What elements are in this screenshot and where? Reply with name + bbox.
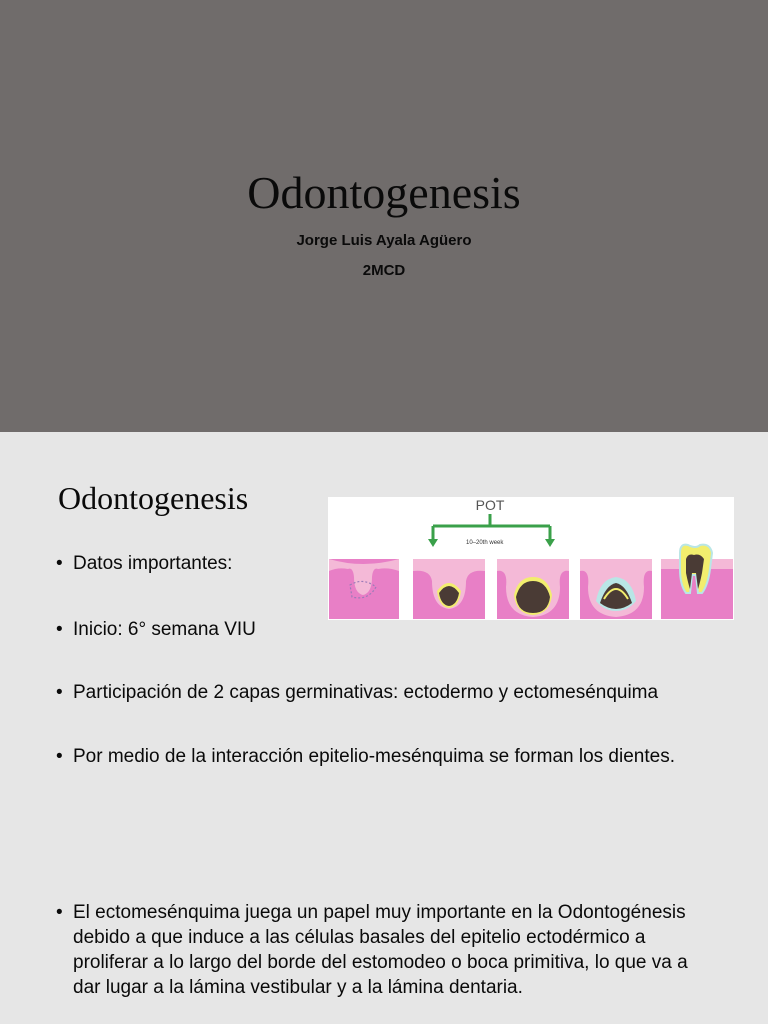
stage-bud (329, 559, 399, 619)
bullet-dot: • (56, 553, 63, 574)
group-label: 2MCD (362, 262, 406, 279)
bullet-text: Datos importantes: (73, 553, 233, 574)
bullet-item (56, 617, 356, 642)
bullet-text: El ectomesénquima juega un papel muy importante en la Odontogénesis debido a que induce a las células basales del epitelio ectodérmico a proliferar a lo largo del borde del estomodeo o boca primitiva, lo que va a dar lugar a la lámina vestibular y a la lámina dentaria. (73, 902, 688, 998)
bullet-text: Por medio de la interacción epitelio-mesénquima se forman los dientes. (73, 746, 675, 767)
bullet-text: Participación de 2 capas germinativas: ectodermo y ectomesénquima (73, 682, 659, 703)
slide-title: Odontogenesis (247, 167, 521, 218)
tooth-development-figure (328, 497, 734, 620)
bullet-dot: • (56, 746, 63, 767)
bullet-dot: • (56, 619, 63, 640)
bullet-item (56, 744, 696, 769)
bullet-text: Inicio: 6° semana VIU (73, 619, 256, 640)
stage-tooth (661, 545, 733, 619)
figure-label-pot: POT (475, 497, 505, 513)
stage-cap (413, 559, 485, 619)
bullet-item (56, 680, 736, 705)
stage-late-bell (580, 559, 652, 619)
tooth-stages-illustration (328, 497, 734, 620)
bullet-item (56, 551, 356, 576)
bullet-dot: • (56, 682, 63, 703)
author-name: Jorge Luis Ayala Agüero (296, 232, 472, 249)
content-slide-title: Odontogenesis (58, 480, 249, 516)
stage-bell (497, 559, 569, 619)
bullet-dot: • (56, 902, 63, 923)
title-slide (0, 0, 768, 432)
bullet-item (56, 900, 712, 1000)
figure-label-week: 10–20th week (466, 540, 504, 546)
